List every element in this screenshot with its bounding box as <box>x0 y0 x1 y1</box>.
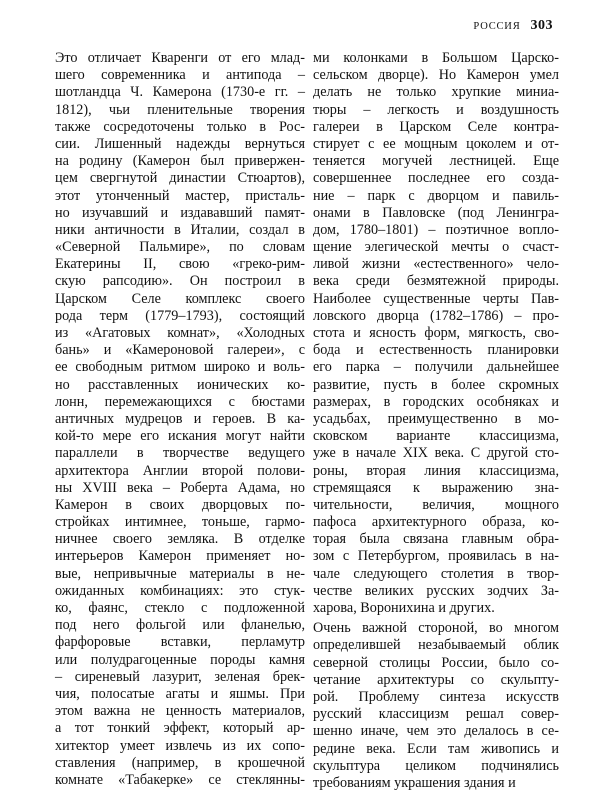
text-line: ее свободным ритмом широко и воль- <box>55 359 305 376</box>
text-line: лонн, перемежающихся с бюстами <box>55 393 305 410</box>
text-line: вые, непривычные материалы в не- <box>55 565 305 582</box>
text-line: Камерон в своих дворцовых по- <box>55 496 305 513</box>
text-line: 1812), чьи пленительные творения <box>55 101 305 118</box>
text-line: шего современника и антипода – <box>55 67 305 84</box>
text-line: архитектора Англии второй полови- <box>55 462 305 479</box>
text-line: дом, 1780–1801) – поэтичное вопло- <box>313 221 559 238</box>
text-line: чале следующего столетия в твор- <box>313 565 559 582</box>
text-line: также сосредоточены только в Рос- <box>55 118 305 135</box>
text-line: рой. Проблему синтеза искусств <box>313 688 559 705</box>
text-line: усадьбах, преимущественно в мо- <box>313 410 559 427</box>
text-line: ко, фаянс, стекло с подложенной <box>55 600 305 616</box>
running-head <box>473 18 553 34</box>
text-column-left <box>55 50 305 789</box>
text-line: северной столицы России, было со- <box>313 654 559 671</box>
text-line: честве великих русских зодчих За- <box>313 582 559 599</box>
text-line: его парка – получили дальнейшее <box>313 359 559 376</box>
text-line: ловского дворца (1782–1786) – про- <box>313 307 559 324</box>
text-line: сельском дворце). Но Камерон умел <box>313 67 559 84</box>
text-line: интерьеров Камерон применяет но- <box>55 548 305 565</box>
text-line: стота и ясность форм, мягкость, сво- <box>313 325 559 341</box>
text-line: шотландца Ч. Камерона (1730-е гг. – <box>55 84 305 101</box>
text-line: ны XVIII века – Роберта Адама, но <box>55 479 305 496</box>
text-line: редине века. Если там живопись и <box>313 740 559 757</box>
text-line: но расставленных ионических ко- <box>55 376 305 393</box>
text-line: ничнее своего земляка. В отделке <box>55 531 305 548</box>
text-line: Наиболее существенные черты Пав- <box>313 290 559 307</box>
running-head-section: РОССИЯ <box>473 21 521 32</box>
text-line: «Северной Пальмире», по словам <box>55 239 305 256</box>
text-line: но изучавший и издававший памят- <box>55 204 305 221</box>
text-line: зом с Петербургом, проявилась в на- <box>313 548 559 565</box>
text-line: пафоса архитектурного образа, ко- <box>313 514 559 531</box>
text-line: или полудрагоценные породы камня <box>55 651 305 668</box>
text-line: века среди безмятежной природы. <box>313 273 559 290</box>
text-line: чительности, величия, мощного <box>313 496 559 513</box>
text-line: стирует с ее мощным цоколем и от- <box>313 135 559 152</box>
text-line: хитектор умеет извлечь из их сопо- <box>55 737 305 754</box>
text-line: кой-то мере его искания могут найти <box>55 428 305 445</box>
text-line: этом важна не ценность материалов, <box>55 703 305 720</box>
text-line: ники античности в Италии, создал в <box>55 221 305 238</box>
text-line: четание архитектуры со скульпту- <box>313 671 559 688</box>
text-line: сковском варианте классицизма, <box>313 428 559 445</box>
text-line: уже в начале XIX века. С другой сто- <box>313 445 559 462</box>
text-line: бань» и «Камероновой галереи», с <box>55 342 305 359</box>
text-line: определившей незабываемый облик <box>313 637 559 654</box>
text-line: размерах, в городских особняках и <box>313 393 559 410</box>
text-line: Екатерины II, свою «греко-рим- <box>55 256 305 273</box>
text-line: онами в Павловске (под Ленингра- <box>313 204 559 221</box>
text-line: стройках интимнее, тоньше, гармо- <box>55 514 305 531</box>
text-line: рода терм (1779–1793), состоящий <box>55 307 305 324</box>
text-column-right <box>313 50 559 792</box>
text-line: этот утонченный мастер, присталь- <box>55 187 305 204</box>
text-line: ливой жизни «естественного» чело- <box>313 256 559 273</box>
text-line: Царском Селе комплекс своего <box>55 290 305 307</box>
text-line: тюры – легкость и воздушность <box>313 101 559 118</box>
text-line: а тот тонкий эффект, который ар- <box>55 720 305 737</box>
text-line: стремящаяся к выражению зна- <box>313 479 559 496</box>
text-line: роны, вторая линия классицизма, <box>313 462 559 479</box>
text-line: фарфоровые вставки, перламутр <box>55 634 305 651</box>
text-line: комнате «Табакерке» се стеклянны- <box>55 771 305 788</box>
text-line: Это отличает Кваренги от его млад- <box>55 50 305 66</box>
text-line: Очень важной стороной, во многом <box>313 620 559 637</box>
text-line: совершеннее последнее его созда- <box>313 170 559 187</box>
text-line: харова, Воронихина и других. <box>313 600 495 616</box>
text-line: сии. Лишенный надежды вернуться <box>55 135 305 152</box>
text-line: цем свергнутой династии Стюартов), <box>55 170 305 187</box>
text-line: русский классицизм решал совер- <box>313 706 559 723</box>
text-line: развитие, пусть в более скромных <box>313 376 559 393</box>
text-line: под него фольгой или фланелью, <box>55 617 305 634</box>
text-line: торая была связана главным обра- <box>313 531 559 548</box>
text-line: ми колонками в Большом Царско- <box>313 50 559 66</box>
text-line: делать не только хрупкие миниа- <box>313 84 559 101</box>
text-line: чия, полосатые агаты и яшмы. При <box>55 685 305 702</box>
text-line: на родину (Камерон был привержен- <box>55 153 305 170</box>
text-line: ожиданных комбинациях: это стук- <box>55 582 305 599</box>
text-line: теняется могучей лестницей. Еще <box>313 153 559 170</box>
text-line: из «Агатовых комнат», «Холодных <box>55 325 305 341</box>
page-number: 303 <box>530 18 553 33</box>
text-line: требованиям украшения здания и <box>313 774 516 791</box>
text-line: ние – парк с дворцом и павиль- <box>313 187 559 204</box>
text-line: ставления (например, в крошечной <box>55 754 305 771</box>
text-line: скульптура целиком подчинялись <box>313 757 559 774</box>
text-line: галереи в Царском Селе контра- <box>313 118 559 135</box>
text-line: античных мудрецов и героев. В ка- <box>55 410 305 427</box>
text-line: – сиреневый лазурит, зеленая брек- <box>55 668 305 685</box>
text-line: бода и естественность планировки <box>313 342 559 359</box>
text-line: скую рапсодию». Он построил в <box>55 273 305 290</box>
text-line: шенно иначе, чем это делалось в се- <box>313 723 559 740</box>
text-line: щение элегической мечты о счаст- <box>313 239 559 256</box>
text-line: параллели в творчестве ведущего <box>55 445 305 462</box>
